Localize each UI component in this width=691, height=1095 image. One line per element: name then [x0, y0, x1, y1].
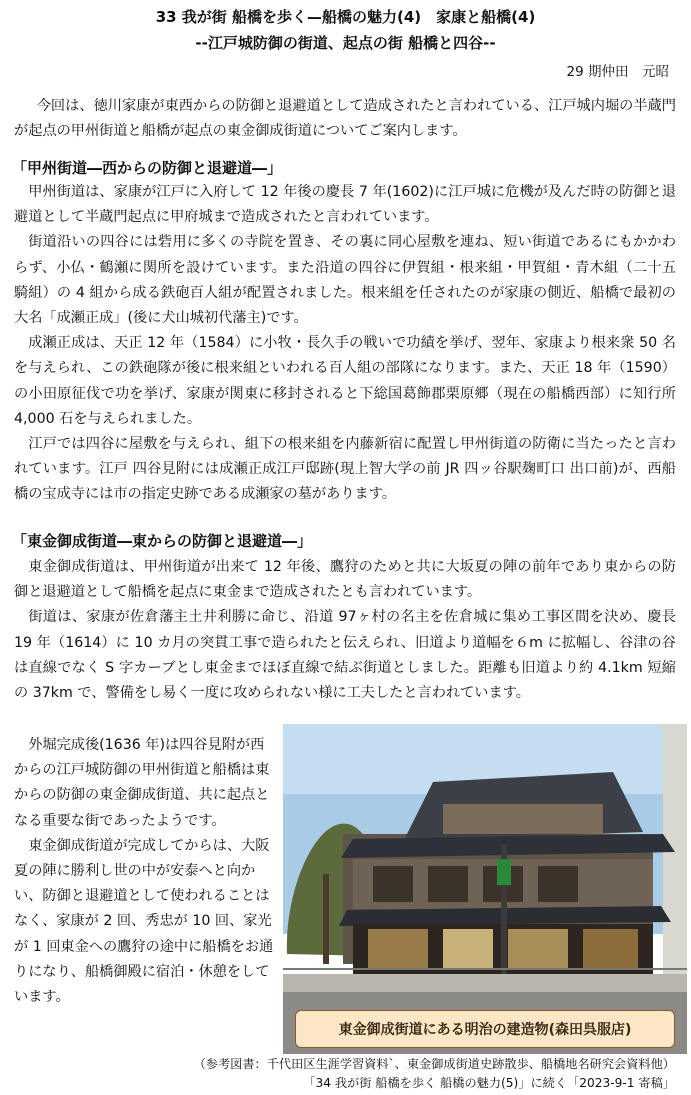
section2-paragraph: 街道は、家康が佐倉藩主土井利勝に命じ、沿道 97ヶ村の名主を佐倉城に集め工事区間を決め、慶長 19 年（1614）に 10 カ月の突貫工事で造られたと伝えられ、旧道より道幅を６m に拡幅し、谷津の谷は直線でなく S 字カーブとし東金までほぼ直線で結ぶ街道としました。距離も旧道より約 4.1km 短縮の 37km で、警備をし易く一度に攻められない様に工夫したと言われています。: [14, 609, 676, 702]
photo-caption: 東金御成街道にある明治の建造物(森田呉服店): [295, 1010, 675, 1048]
section2-wrap-paragraph: 外堀完成後(1636 年)は四谷見附が西からの江戸城防御の甲州街道と船橋は東からの防御の東金御成街道、共に起点となる重要な街であったようです。: [14, 737, 270, 829]
section2-wrap-body: [14, 733, 276, 1010]
section2-body: [14, 555, 676, 706]
morita-kimono-shop-photo: [283, 724, 687, 1054]
section1-paragraph: 江戸では四谷に屋敷を与えられ、組下の根来組を内藤新宿に配置し甲州街道の防衛に当たったと言われています。江戸 四谷見附には成瀬正成江戸邸跡(現上智大学の前 JR 四ッ谷駅麹町口 出口前)が、西船橋の宝成寺には市の指定史跡である成瀬家の墓があります。: [14, 436, 676, 503]
intro-paragraph: [14, 94, 676, 144]
article-title: 33 我が街 船橋を歩く—船橋の魅力(4) 家康と船橋(4): [155, 8, 536, 26]
section1-heading: 「甲州街道―西からの防御と退避道―」: [12, 159, 283, 177]
section2-paragraph: 東金御成街道は、甲州街道が出来て 12 年後、鷹狩のためと共に大坂夏の陣の前年であり東からの防御と退避道として船橋を起点に東金まで造成されたとも言われています。: [14, 559, 676, 601]
author-name: 29 期仲田 元昭: [566, 64, 669, 80]
section1-paragraph: 街道沿いの四谷には砦用に多くの寺院を置き、その裏に同心屋敷を連ね、短い街道であるにもかかわらず、小仏・鶴瀬に関所を設けています。また沿道の四谷に伊賀組・根来組・甲賀組・青木組（二十五騎組）の 4 組から成る鉄砲百人組が配置されました。根来組を任されたのが家康の側近、船橋で最初の大名「成瀬正成」(後に犬山城初代藩主)です。: [14, 234, 676, 327]
section2-wrap-paragraph: 東金御成街道が完成してからは、大阪夏の陣に勝利し世の中が安泰へと向かい、防御と退避道として使われることはなく、家康が 2 回、秀忠が 10 回、家光が 1 回東金への鷹狩の途中に船橋をお通りになり、船橋御殿に宿泊・休憩をしています。: [14, 837, 274, 1006]
building-illustration: [283, 724, 687, 1054]
continuation-note: 「34 我が街 船橋を歩く 船橋の魅力(5)」に続く「2023-9-1 寄稿」: [303, 1076, 675, 1090]
intro-text: 今回は、徳川家康が東西からの防御と退避道として造成されたと言われている、江戸城内堀の半蔵門が起点の甲州街道と船橋が起点の東金御成街道についてご案内します。: [14, 98, 676, 140]
section1-paragraph: 成瀬正成は、天正 12 年（1584）に小牧・長久手の戦いで功績を挙げ、翌年、家康より根来衆 50 名を与えられ、この鉄砲隊が後に根来組といわれる百人組の部隊になります。また、天正 18 年（1590）の小田原征伐で功を挙げ、家康が関東に移封されると下総国葛飾郡栗原郷（現在の船橋西部）に知行所 4,000 石を与えられました。: [14, 335, 676, 427]
references-line: （参考図書：千代田区生涯学習資料`、東金御成街道史跡散歩、船橋地名研究会資料他）: [193, 1057, 675, 1071]
section1-paragraph: 甲州街道は、家康が江戸に入府して 12 年後の慶長 7 年(1602)に江戸城に危機が及んだ時の防御と退避道として半蔵門起点に甲府城まで造成されたと言われています。: [14, 184, 676, 226]
section1-body: [14, 180, 676, 508]
references: [194, 1055, 675, 1093]
section2-heading: 「東金御成街道―東からの防御と退避道―」: [12, 532, 313, 550]
article-subtitle: --江戸城防御の街道、起点の街 船橋と四谷--: [195, 34, 496, 52]
